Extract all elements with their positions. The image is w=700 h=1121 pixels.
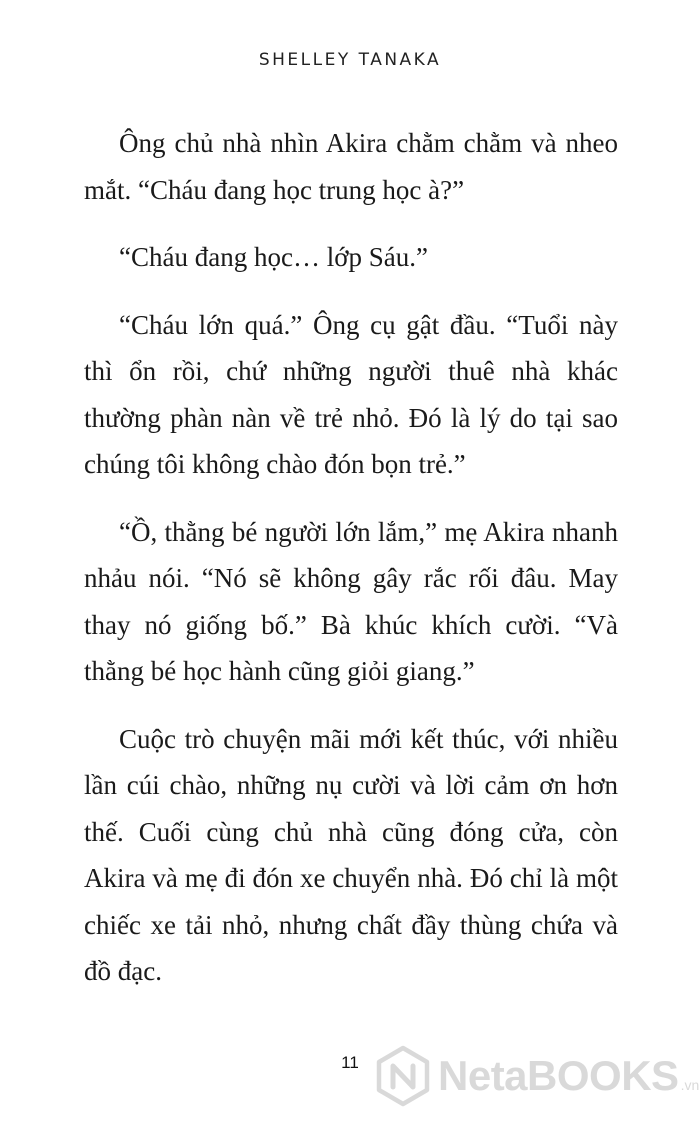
paragraph: “Cháu đang học… lớp Sáu.” — [119, 242, 428, 272]
body-text — [84, 120, 618, 995]
paragraph: “Ồ, thằng bé người lớn lắm,” mẹ Akira nhanh nhảu nói. “Nó sẽ không gây rắc rối đâu. May thay nó giống bố.” Bà khúc khích cười. “Và thằng bé học hành cũng giỏi giang.” — [84, 516, 618, 686]
paragraph: Cuộc trò chuyện mãi mới kết thúc, với nhiều lần cúi chào, những nụ cười và lời cảm ơn hơn thế. Cuối cùng chủ nhà cũng đóng cửa, còn Akira và mẹ đi đón xe chuyển nhà. Đó chỉ là một chiếc xe tải nhỏ, nhưng chất đầy thùng chứa và đồ đạc. — [84, 723, 618, 986]
netabooks-logo-icon — [372, 1045, 434, 1107]
paragraph: Ông chủ nhà nhìn Akira chằm chằm và nheo mắt. “Cháu đang học trung học à?” — [84, 128, 618, 205]
running-header: SHELLEY TANAKA — [258, 50, 442, 70]
watermark-brand-text: NetaBOOKS — [438, 1052, 679, 1099]
paragraph: “Cháu lớn quá.” Ông cụ gật đầu. “Tuổi này thì ổn rồi, chứ những người thuê nhà khác thường phàn nàn về trẻ nhỏ. Đó là lý do tại sao chúng tôi không chào đón bọn trẻ.” — [84, 309, 618, 479]
watermark-suffix-text: .vn — [680, 1077, 700, 1093]
page-number: 11 — [341, 1053, 359, 1072]
watermark — [372, 1044, 699, 1108]
